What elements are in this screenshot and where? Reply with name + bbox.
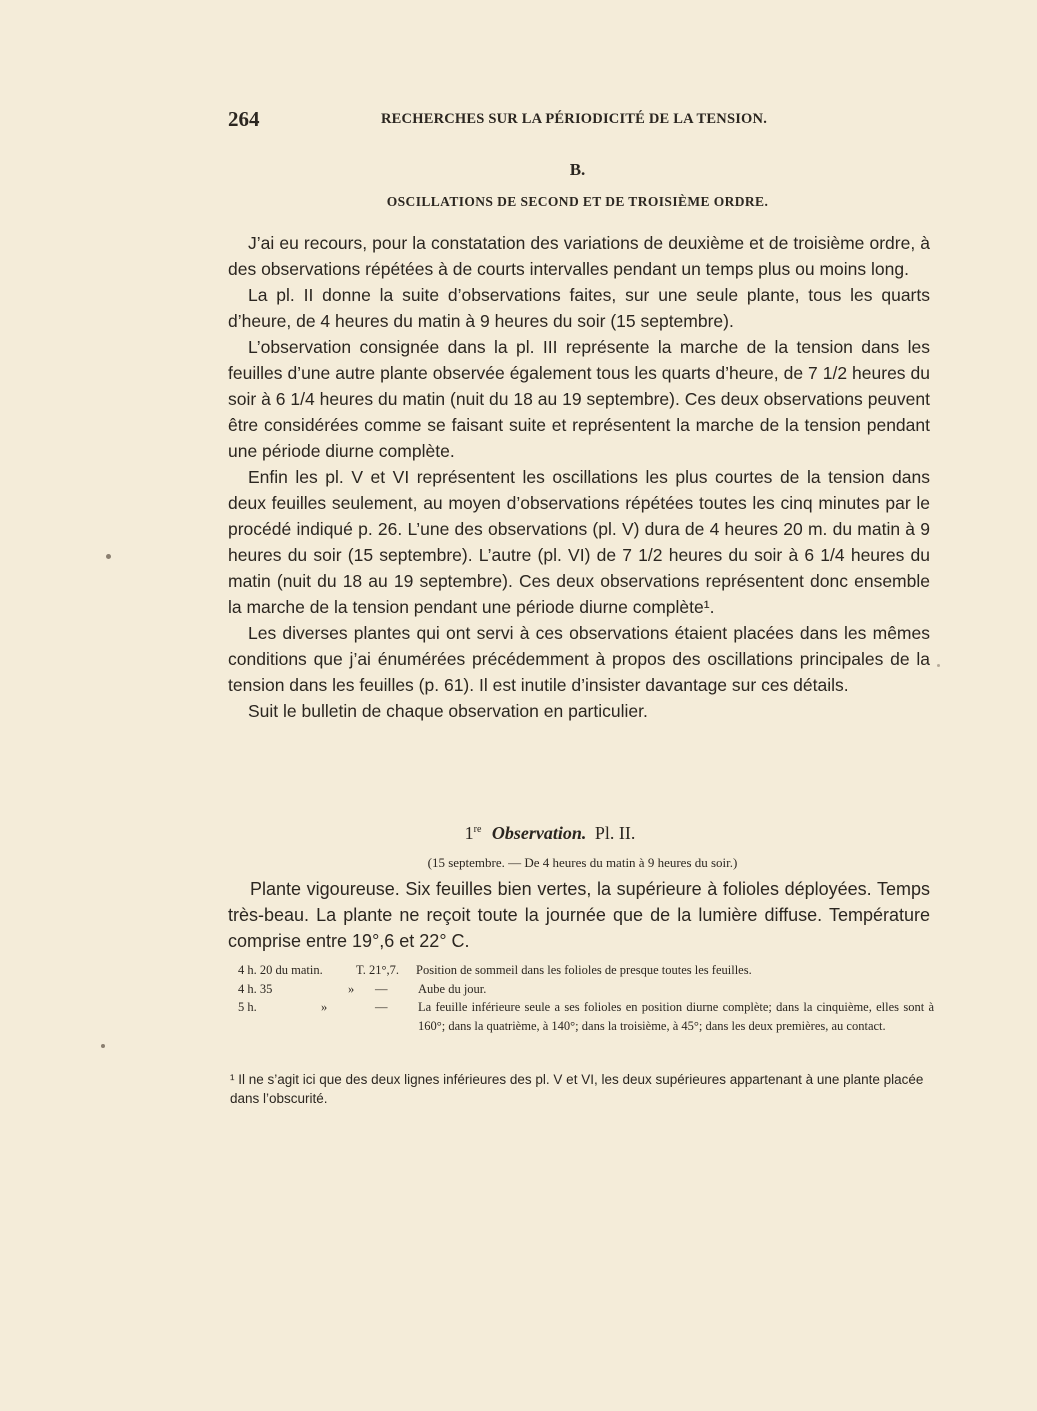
log-temp: T. 21°,7. [356,963,399,977]
paragraph: Enfin les pl. V et VI représentent les oscillations les plus courtes de la tension dans deux feuilles seulement, au moyen d’observations répétées toutes les cinq minutes par le procédé indiqué p. 26. L’une des observations (pl. V) dura de 4 heures 20 m. du matin à 9 heures du soir (15 septembre). L’autre (pl. VI) de 7 1/2 heures du soir à 6 1/4 heures du matin (nuit du 18 au 19 septembre). Ces deux observations représentent donc ensemble la marche de la tension pendant une période diurne complète¹. [228,467,930,617]
body-text [228,230,930,724]
observation-description [228,876,930,954]
log-row [238,961,934,980]
running-title: RECHERCHES SUR LA PÉRIODICITÉ DE LA TENSION. [381,111,768,127]
paper-speck [937,664,940,667]
observation-number: 1 [464,823,474,843]
footnote: ¹ Il ne s’agit ici que des deux lignes inférieures des pl. V et VI, les deux supérieures appartenant à une plante placée dans l’obscurité. [230,1072,924,1106]
page-header [228,107,930,135]
observation-plate: Pl. II. [594,823,636,843]
log-dash: — [375,981,388,996]
log-note: Position de sommeil dans les folioles de presque toutes les feuilles. [416,963,752,977]
log-row [238,980,934,999]
log-time: 4 h. 35 [238,981,273,996]
paragraph: J’ai eu recours, pour la constatation des variations de deuxième et de troisième ordre, à des observations répétées à de courts intervalles pendant un temps plus ou moins long. [228,233,930,279]
section-heading: OSCILLATIONS DE SECOND ET DE TROISIÈME ORDRE. [386,194,769,209]
paragraph: L’observation consignée dans la pl. III représente la marche de la tension dans les feuilles d’une autre plante observée également tous les quarts d’heure, de 7 1/2 heures du soir à 6 1/4 heures du matin (nuit du 18 au 19 septembre). Ces deux observations peuvent être considérées comme se faisant suite et représentent la marche de la tension pendant une période diurne complète. [228,337,930,461]
observation-title [0,823,1037,844]
paragraph: La pl. II donne la suite d’observations faites, sur une seule plante, tous les quarts d’heure, de 4 heures du matin à 9 heures du soir (15 septembre). [228,285,930,331]
observation-log [238,961,934,1054]
log-dash: — [375,1000,388,1014]
log-time: 5 h. [238,1000,257,1014]
paragraph: Les diverses plantes qui ont servi à ces observations étaient placées dans les mêmes conditions que j’ai énumérées précédemment à propos des oscillations principales de la tension dans les feuilles (p. 61). Il est inutile d’insister davantage sur ces détails. [228,623,930,695]
paper-speck [101,1044,105,1048]
log-temp: » [348,981,355,996]
log-time: 4 h. 20 du matin. [238,963,323,977]
observation-subtitle: (15 septembre. — De 4 heures du matin à 9 heures du soir.) [427,855,738,870]
log-note: Aube du jour. [418,981,487,996]
log-row [238,998,934,1054]
observation-description-text: Plante vigoureuse. Six feuilles bien vertes, la supérieure à folioles déployées. Temps très-beau. La plante ne reçoit toute la journée que de la lumière diffuse. Température comprise entre 19°,6 et 22° C. [228,879,930,951]
paper-speck [106,554,111,559]
section-letter: B. [569,160,586,179]
page-number: 264 [228,107,260,131]
log-note: La feuille inférieure seule a ses folioles en position diurne complète; dans la cinquième, elles sont à 160°; dans la quatrième, à 140°; dans la troisième, à 45°; dans les deux premières, au contact. [418,1000,934,1033]
observation-number-suffix: re [473,824,482,835]
paragraph: Suit le bulletin de chaque observation en particulier. [248,701,648,721]
observation-label: Observation. [491,823,587,843]
log-temp: » [321,1000,328,1014]
